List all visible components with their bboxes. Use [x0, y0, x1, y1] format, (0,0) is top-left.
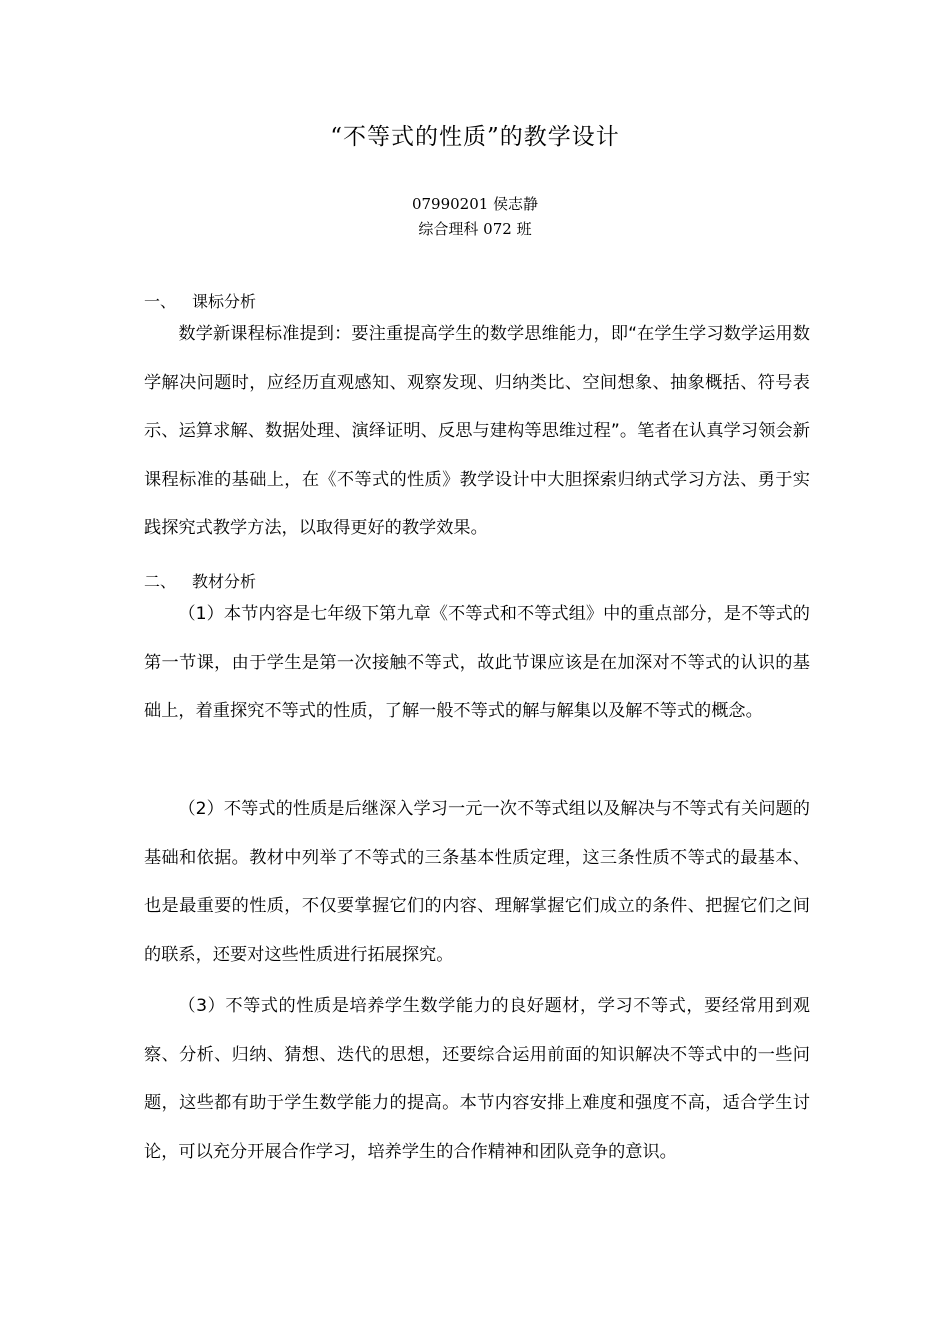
section-heading-2	[144, 569, 256, 592]
paragraph: （1）本节内容是七年级下第九章《不等式和不等式组》中的重点部分，是不等式的第一节课，由于学生是第一次接触不等式，故此节课应该是在加深对不等式的认识的基础上，着重探究不等式的性质，了解一般不等式的解与解集以及解不等式的概念。	[144, 604, 810, 722]
author-class: 综合理科 072 班	[418, 220, 532, 238]
section-number: 二、	[144, 572, 177, 591]
paragraph: （2）不等式的性质是后继深入学习一元一次不等式组以及解决与不等式有关问题的基础和依据。教材中列举了不等式的三条基本性质定理，这三条性质不等式的最基本、也是最重要的性质，不仅要掌握它们的内容、理解掌握它们成立的条件、把握它们之间的联系，还要对这些性质进行拓展探究。	[144, 799, 810, 965]
document-title: “不等式的性质”的教学设计	[330, 124, 620, 150]
paragraph: （3）不等式的性质是培养学生数学能力的良好题材，学习不等式，要经常用到观察、分析、归纳、猜想、迭代的思想，还要综合运用前面的知识解决不等式中的一些问题，这些都有助于学生数学能力的提高。本节内容安排上难度和强度不高，适合学生讨论，可以充分开展合作学习，培养学生的合作精神和团队竞争的意识。	[144, 996, 810, 1162]
section-title: 教材分析	[192, 572, 257, 591]
section-number: 一、	[144, 292, 177, 311]
section-title: 课标分析	[192, 292, 257, 311]
paragraph: 数学新课程标准提到：要注重提高学生的数学思维能力，即“在学生学习数学运用数学解决问题时，应经历直观感知、观察发现、归纳类比、空间想象、抽象概括、符号表示、运算求解、数据处理、演绎证明、反思与建构等思维过程”。笔者在认真学习领会新课程标准的基础上，在《不等式的性质》教学设计中大胆探索归纳式学习方法、勇于实践探究式教学方法，以取得更好的教学效果。	[144, 324, 810, 539]
author-id-name: 07990201 侯志静	[411, 195, 539, 213]
section-heading-1	[144, 289, 256, 312]
